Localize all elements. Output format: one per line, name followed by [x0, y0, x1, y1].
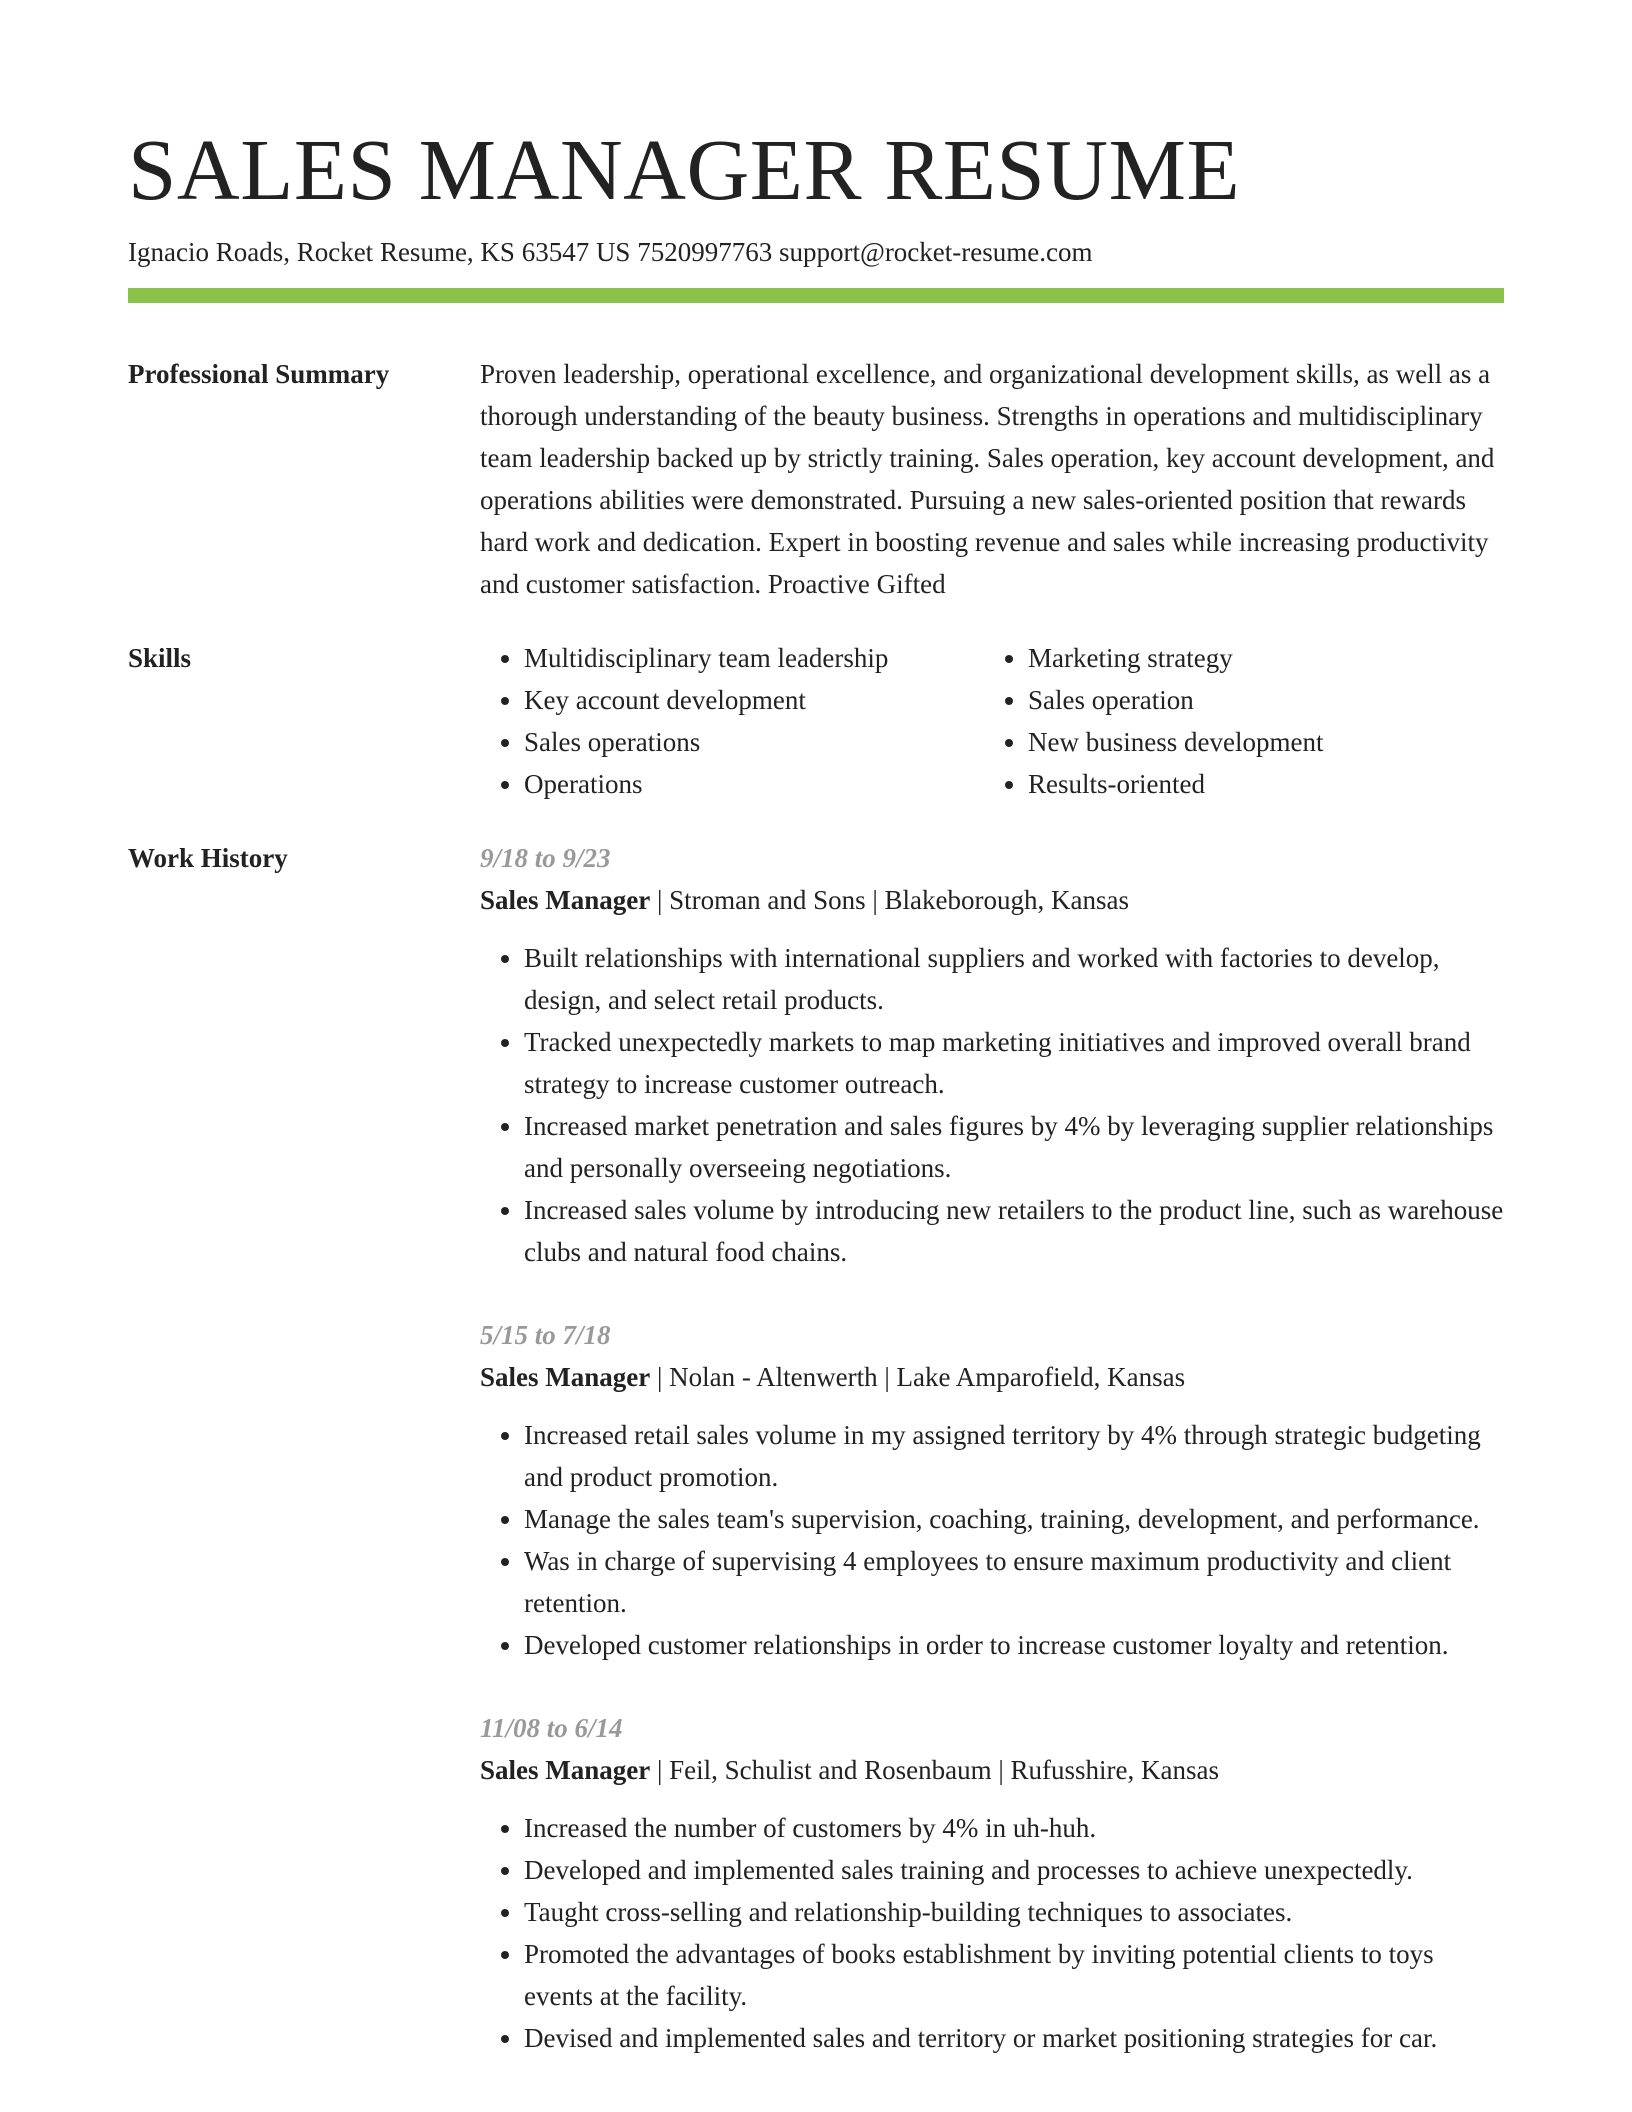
skill-item: • Operations [524, 763, 984, 805]
skill-item: • New business development [1028, 721, 1488, 763]
job-entry [480, 837, 1504, 1273]
job-employer-location: | Stroman and Sons | Blakeborough, Kansas [650, 885, 1129, 915]
job-heading [480, 1356, 1504, 1398]
job-bullet: • Promoted the advantages of books establishment by inviting potential clients to toys events at the facility. [524, 1933, 1504, 2017]
job-bullets [480, 1807, 1504, 2059]
contact-line: Ignacio Roads, Rocket Resume, KS 63547 US 7520997763 support@rocket-resume.com [128, 237, 1093, 267]
skill-item: • Sales operations [524, 721, 984, 763]
job-dates: 11/08 to 6/14 [480, 1713, 623, 1743]
job-bullet: • Manage the sales team's supervision, coaching, training, development, and performance. [524, 1498, 1504, 1540]
job-bullet: • Developed and implemented sales training and processes to achieve unexpectedly. [524, 1849, 1504, 1891]
skill-item: • Multidisciplinary team leadership [524, 637, 984, 679]
job-bullets [480, 937, 1504, 1273]
job-bullet: • Increased market penetration and sales figures by 4% by leveraging supplier relationships and personally overseeing negotiations. [524, 1105, 1504, 1189]
job-bullet: • Increased retail sales volume in my assigned territory by 4% through strategic budgeting and product promotion. [524, 1414, 1504, 1498]
summary-text: Proven leadership, operational excellence, and organizational development skills, as well as a thorough understanding of the beauty business. Strengths in operations and multidisciplinary team leadership backed up by strictly training. Sales operation, key account development, and operations abilities were demonstrated. Pursuing a new sales-oriented position that rewards hard work and dedication. Expert in boosting revenue and sales while increasing productivity and customer satisfaction. Proactive Gifted [480, 359, 1495, 599]
job-title: Sales Manager [480, 1755, 651, 1785]
professional-summary-section [128, 353, 1504, 605]
job-title: Sales Manager [480, 1362, 651, 1392]
section-body [480, 353, 1504, 605]
section-label: Work History [128, 843, 288, 873]
work-history-section [128, 837, 1504, 2100]
skills-column-2 [984, 637, 1488, 805]
job-entry [480, 1314, 1504, 1666]
skills-column-1 [480, 637, 984, 805]
section-label: Professional Summary [128, 359, 390, 389]
section-body [480, 637, 1504, 805]
skill-item: • Results-oriented [1028, 763, 1488, 805]
skill-item: • Marketing strategy [1028, 637, 1488, 679]
section-body [480, 837, 1504, 2100]
job-dates: 9/18 to 9/23 [480, 843, 611, 873]
job-bullet: • Devised and implemented sales and territory or market positioning strategies for car. [524, 2017, 1504, 2059]
resume-title: SALES MANAGER RESUME [128, 121, 1241, 218]
job-employer-location: | Nolan - Altenwerth | Lake Amparofield, Kansas [650, 1362, 1186, 1392]
job-bullet: • Developed customer relationships in order to increase customer loyalty and retention. [524, 1624, 1504, 1666]
header-divider [128, 288, 1504, 303]
job-entry [480, 1707, 1504, 2059]
job-bullet: • Built relationships with international suppliers and worked with factories to develop, design, and select retail products. [524, 937, 1504, 1021]
job-employer-location: | Feil, Schulist and Rosenbaum | Rufusshire, Kansas [650, 1755, 1220, 1785]
job-title: Sales Manager [480, 885, 651, 915]
job-bullets [480, 1414, 1504, 1666]
job-dates: 5/15 to 7/18 [480, 1320, 611, 1350]
job-heading [480, 1749, 1504, 1791]
job-bullet: • Tracked unexpectedly markets to map marketing initiatives and improved overall brand strategy to increase customer outreach. [524, 1021, 1504, 1105]
skill-item: • Key account development [524, 679, 984, 721]
job-bullet: • Was in charge of supervising 4 employees to ensure maximum productivity and client retention. [524, 1540, 1504, 1624]
skills-columns [480, 637, 1504, 805]
job-bullet: • Increased the number of customers by 4% in uh-huh. [524, 1807, 1504, 1849]
skill-item: • Sales operation [1028, 679, 1488, 721]
job-bullet: • Increased sales volume by introducing new retailers to the product line, such as warehouse clubs and natural food chains. [524, 1189, 1504, 1273]
section-label: Skills [128, 643, 192, 673]
job-bullet: • Taught cross-selling and relationship-building techniques to associates. [524, 1891, 1504, 1933]
skills-section [128, 637, 1504, 805]
job-heading [480, 879, 1504, 921]
resume-page [128, 0, 1504, 2100]
